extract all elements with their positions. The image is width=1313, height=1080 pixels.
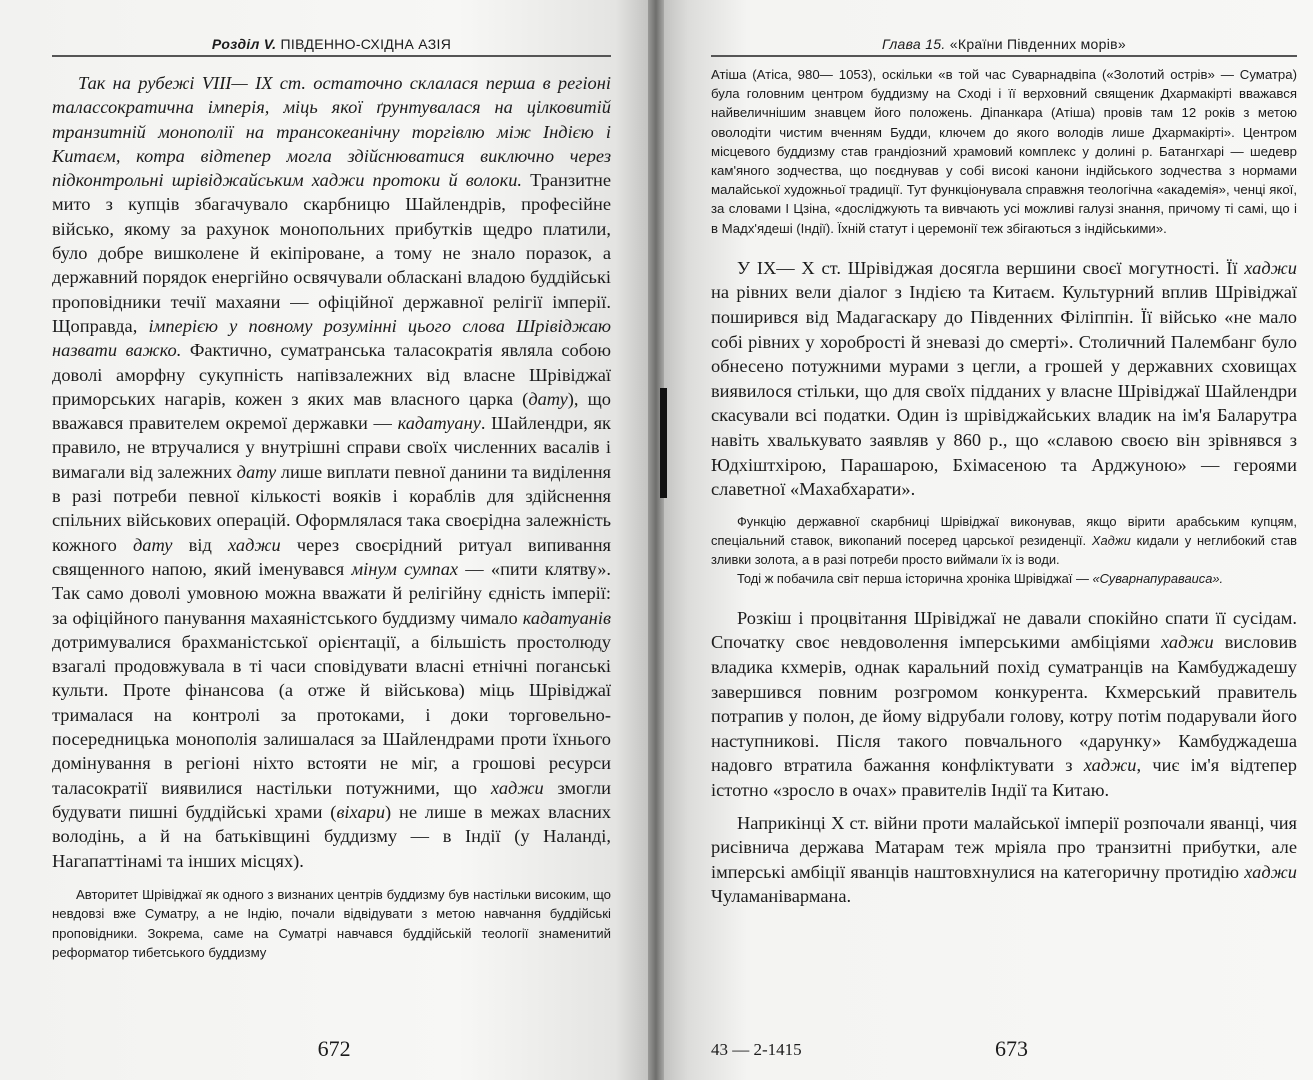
text-run: Тоді ж побачила світ перша історична хроніка Шрівіджаї — xyxy=(737,570,1093,586)
left-header-section: Розділ V. xyxy=(211,36,277,52)
gutter-mark xyxy=(660,388,667,498)
left-page xyxy=(0,0,655,1080)
printer-signature: 43 — 2-1415 xyxy=(711,1040,802,1059)
text-run: У IX— X ст. Шрівіджая досягла вершини своєї могутності. Її xyxy=(737,257,1245,278)
italic-run: дату xyxy=(132,534,173,555)
right-header-title: «Країни Південних морів» xyxy=(949,36,1126,52)
italic-run: хаджи xyxy=(1083,755,1137,776)
right-running-header xyxy=(711,36,1297,57)
left-paragraph xyxy=(52,71,611,873)
text-run: Чуламанівармана. xyxy=(711,886,852,907)
text-run: Транзитне мито з купців збагачувало скарбницю Шайлендрів, професійне військо, якому за рахунок монопольних прибутків щедро платили, було добре вишколене й екіпіроване, а тому не знало поразок, а державний порядок енергійно освячували обласкані владою буддійські проповідники течії махаяни — офіційної державної релігії імперії. Щоправда, xyxy=(52,170,611,336)
right-paragraph xyxy=(711,811,1297,909)
text-run: лише виплати певної данини та виділення в разі потреби певної кількості вояків і кораблів для здійснення спільних військових операцій. Оформлялася така своєрідна залежність кожного xyxy=(52,461,611,555)
right-page-number: 673 xyxy=(995,1036,1028,1061)
left-running-header xyxy=(52,36,611,57)
text-run: кидали у неглибокий став зливки золота, а в разі потреби просто виймали їх із води. xyxy=(711,532,1297,567)
italic-run: мінум сумпах xyxy=(351,558,459,579)
right-note xyxy=(711,512,1297,569)
left-header-title: ПІВДЕННО-СХІДНА АЗІЯ xyxy=(280,36,452,52)
text-run: ), що вважався правителем окремої державки — xyxy=(52,388,611,434)
right-paragraph xyxy=(711,606,1297,803)
text-run: ) не лише в межах власних володінь, а й на батьківщині буддизму — в Індії (у Наланді, Нагапаттінамі та інших місцях). xyxy=(52,801,611,871)
italic-run: кадатуанів xyxy=(522,607,611,628)
text-run: Фактично, суматранська таласократія являла собою доволі аморфну сукупність напівзалежних від власне Шрівіджаї приморських нагарів, кожен з яких мав власного царка ( xyxy=(52,340,611,409)
italic-run: Хаджи xyxy=(1091,532,1131,548)
text-run: змогли будувати пишні буддійські храми ( xyxy=(52,777,611,822)
text-run: Функцію державної скарбниці Шрівіджаї виконував, якщо вірити арабським купцям, спеціальний ставок, викопаний посеред царської резиденції. xyxy=(711,513,1297,548)
italic-run: хаджи xyxy=(1244,257,1297,278)
italic-run: дату xyxy=(528,388,568,409)
text-run: дотримувалися брахманістської орієнтації, а більшість простолюду взагалі продовжувала в ті часи сповідувати власні етнічні поганські культи. Проте фінансова (а отже й військова) міць Шрівіджаї трималася на контролі за протоками, і доки торговельно-посередницька монополія залишалася за Шайлендрами проти їхнього домінування в регіоні ніхто встояти не міг, а грошові ресурси таласократії виявилися настільки потужними, що xyxy=(52,631,611,798)
book-gutter xyxy=(648,0,664,1080)
right-paragraph xyxy=(711,256,1297,502)
italic-run: кадатуану xyxy=(397,413,481,434)
italic-run: імперією у повному розумінні цього слова Шрівіджаю назвати важко. xyxy=(52,315,611,361)
italic-lead: Так на рубежі VIII— IX ст. остаточно склалася перша в регіоні талассократична імперія, міць якої ґрунтувалася на цілковитій транзитній монополії на трансокеанічну торгівлю між Індією і Китаєм, котра відтепер могла здійснюватися виключно через підконтрольні шрівіджайським хаджи протоки й волоки. xyxy=(52,73,611,191)
italic-run: хаджи xyxy=(228,534,281,555)
text-run: . Шайлендри, як правило, не втручалися у внутрішні справи своїх численних васалів і вимагали від залежних xyxy=(52,413,611,482)
text-run: — «пити клятву». Так само доволі умовною можна вважати й релігійну єдність імперії: за офіційного панування махаяністського буддизму чимало xyxy=(52,558,611,628)
left-body xyxy=(52,71,611,873)
right-top-note: Атіша (Атіса, 980— 1053), оскільки «в той час Суварнадвіпа («Золотий острів» — Суматра) була головним центром буддизму на Сході і її верховний священик Дхармакірті вважався найвеличнішим знавцем його положень. Діпанкара (Атіша) провів там 12 років з метою оволодіти чистим вченням Будди, ключем до якого володів лише Дхармакірті». Центром місцевого буддизму став грандіозний храмовий комплекс у долині р. Батангхарі — шедевр кам'яного зодчества, що поєднував у собі високі канони індійського зодчества з нормами малайської художньої традиції. Тут функціонувала справжня теологічна «академія», ченці якої, за словами І Цзіна, «досліджують та вивчають усі можливі галузі знання, причому ті самі, що і в Мадх'ядеші (Індії). Їхній статут і церемонії теж збігаються з індійськими». xyxy=(711,67,1297,236)
italic-run: дату xyxy=(236,461,277,482)
italic-run: хаджи xyxy=(490,777,544,798)
italic-run: віхари xyxy=(336,801,386,822)
text-run: на рівних вели діалог з Індією та Китаєм. Культурний вплив Шрівіджаї поширився від Мадагаскару до Південних Філіппін. Її військо «не мало собі рівних у хоробрості й зневазі до смерті». Столичний Палембанг було обнесено потужними мурами з цегли, а грошей у державних сховищах виявилося стільки, що для своїх підданих у власне Шрівіджаї Шайлендри скасували всі податки. Один із шрівіджайських владик на ім'я Баларутра навіть хвалькувато заявляв у 860 р., що «славою своєю він зрівнявся з Юдхіштхірою, Парашарою, Бхімасеною та Арджуною» — героями славетної «Махабхарати». xyxy=(711,282,1297,500)
right-notes-block xyxy=(711,512,1297,588)
text-run: Розкіш і процвітання Шрівіджаї не давали спокійно спати її сусідам. Спочатку своє невдоволення імперськими амбіціями xyxy=(711,607,1297,653)
italic-run: хаджи xyxy=(1244,861,1297,882)
right-note xyxy=(711,569,1297,588)
right-header-section: Глава 15. xyxy=(882,36,946,52)
left-page-number: 672 xyxy=(317,1036,351,1061)
italic-run: «Суварнапураваиса». xyxy=(1092,570,1224,586)
right-body xyxy=(711,65,1297,909)
left-footnote: Авторитет Шрівіджаї як одного з визнаних центрів буддизму був настільки високим, що невдовзі вже Суматру, а не Індію, почали відвідувати з метою навчання буддійські проповідники. Зокрема, саме на Суматрі навчався буддійській теології знаменитий реформатор тибетського буддизму xyxy=(52,886,611,961)
right-page xyxy=(655,0,1313,1080)
text-run: через своєрідний ритуал випивання священного напою, який іменувався xyxy=(52,534,612,579)
text-run: висловив владика кхмерів, однак каральний похід суматранців на Камбуджадешу завершився повним розгромом конкурента. Кхмерський правитель потрапив у полон, де йому відрубали голову, котру потім подарували його наступникові. Після такого повчального «дарунку» Камбуджадеша надовго втратила бажання конфліктувати з xyxy=(711,632,1297,776)
text-run: від xyxy=(172,534,228,555)
text-run: Наприкінці X ст. війни проти малайської імперії розпочали яванці, чия рисівнича держава Матарам теж мріяла про транзитні прибутки, але імперські амбіції яванців наштовхнулися на категоричну протидію xyxy=(711,812,1297,882)
italic-run: хаджи xyxy=(1161,632,1214,653)
text-run: , чиє ім'я відтепер істотно «зросло в очах» правителів Індії та Китаю. xyxy=(711,755,1297,800)
